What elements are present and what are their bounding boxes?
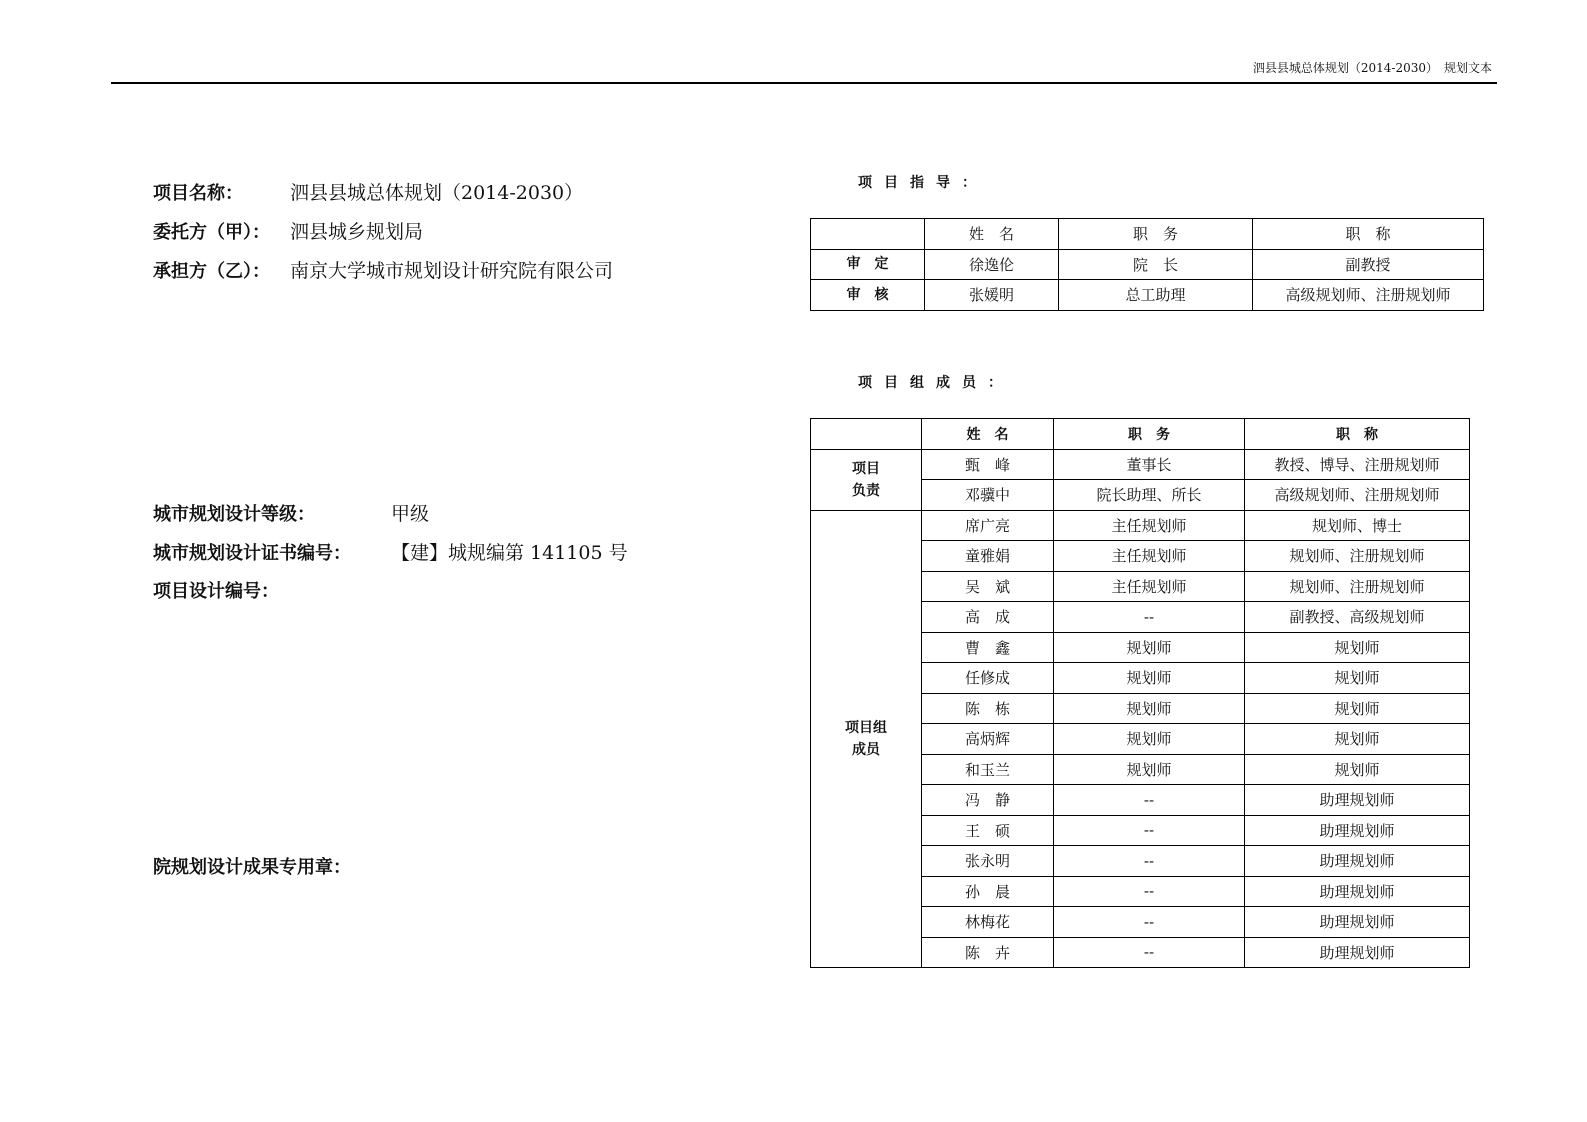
members-header-row [811,419,1470,450]
guidance-header-row [811,219,1484,250]
guidance-header-blank [811,219,925,250]
member-position: 主任规划师 [1054,510,1245,541]
member-row [811,449,1470,480]
guidance-title: 项目指导： [858,175,988,191]
guidance-row [811,280,1484,311]
members-header-blank [811,419,922,450]
member-title: 助理规划师 [1245,937,1470,968]
project-name-label: 项目名称： [153,183,243,204]
guidance-name: 徐逸伦 [925,249,1059,280]
member-name: 童雅娟 [922,541,1054,572]
members-title: 项目组成员： [858,375,1014,391]
guidance-position: 总工助理 [1059,280,1253,311]
guidance-name: 张媛明 [925,280,1059,311]
member-title: 助理规划师 [1245,876,1470,907]
guidance-header-position: 职 务 [1059,219,1253,250]
member-name: 吴 斌 [922,571,1054,602]
member-group-label [811,449,922,510]
guidance-row [811,249,1484,280]
guidance-header-title: 职 称 [1253,219,1484,250]
member-position: 院长助理、所长 [1054,480,1245,511]
client-row [153,217,423,244]
member-title: 规划师 [1245,663,1470,694]
member-row [811,510,1470,541]
member-name: 张永明 [922,846,1054,877]
member-name: 冯 静 [922,785,1054,816]
member-name: 林梅花 [922,907,1054,938]
guidance-table [810,218,1484,311]
guidance-title-cell: 高级规划师、注册规划师 [1253,280,1484,311]
running-header: 泗县县城总体规划（2014-2030） 规划文本 [1252,61,1492,75]
member-title: 助理规划师 [1245,785,1470,816]
member-group-label-line: 项目 [852,460,880,477]
member-title: 副教授、高级规划师 [1245,602,1470,633]
member-name: 高 成 [922,602,1054,633]
cert-value: 【建】城规编第 141105 号 [391,542,628,564]
member-position: -- [1054,937,1245,968]
member-name: 席广亮 [922,510,1054,541]
member-name: 陈 卉 [922,937,1054,968]
member-position: 主任规划师 [1054,571,1245,602]
member-position: -- [1054,907,1245,938]
client-value: 泗县城乡规划局 [290,221,424,243]
member-group-label [811,510,922,968]
member-name: 任修成 [922,663,1054,694]
member-title: 高级规划师、注册规划师 [1245,480,1470,511]
member-position: -- [1054,876,1245,907]
member-position: -- [1054,785,1245,816]
member-name: 高炳辉 [922,724,1054,755]
contractor-row [153,256,613,283]
member-title: 规划师、博士 [1245,510,1470,541]
member-group-label-line: 负责 [852,482,880,499]
design-no-label: 项目设计编号： [153,581,279,602]
member-position: 规划师 [1054,754,1245,785]
members-header-title: 职 称 [1245,419,1470,450]
member-title: 助理规划师 [1245,815,1470,846]
member-title: 规划师、注册规划师 [1245,541,1470,572]
guidance-role: 审 定 [811,249,925,280]
member-position: -- [1054,815,1245,846]
member-name: 曹 鑫 [922,632,1054,663]
member-title: 规划师 [1245,693,1470,724]
member-name: 甄 峰 [922,449,1054,480]
member-title: 规划师 [1245,724,1470,755]
member-position: 规划师 [1054,693,1245,724]
guidance-position: 院 长 [1059,249,1253,280]
members-header-position: 职 务 [1054,419,1245,450]
member-title: 规划师、注册规划师 [1245,571,1470,602]
project-name-row [153,178,583,205]
guidance-role: 审 核 [811,280,925,311]
grade-value: 甲级 [391,503,430,525]
member-position: -- [1054,846,1245,877]
member-title: 教授、博导、注册规划师 [1245,449,1470,480]
member-position: 规划师 [1054,663,1245,694]
grade-row [153,499,429,526]
member-group-label-line: 成员 [852,741,880,758]
member-group-label-line: 项目组 [845,719,887,736]
member-title: 规划师 [1245,754,1470,785]
member-name: 邓骥中 [922,480,1054,511]
member-name: 王 硕 [922,815,1054,846]
members-header-name: 姓 名 [922,419,1054,450]
seal-row [153,853,351,879]
project-name-value: 泗县县城总体规划（2014-2030） [290,182,584,204]
guidance-header-name: 姓 名 [925,219,1059,250]
grade-label: 城市规划设计等级： [153,504,315,525]
member-position: -- [1054,602,1245,633]
seal-label: 院规划设计成果专用章： [153,857,351,878]
members-table [810,418,1470,968]
design-no-row [153,577,279,603]
member-name: 孙 晨 [922,876,1054,907]
member-name: 陈 栋 [922,693,1054,724]
cert-label: 城市规划设计证书编号： [153,543,351,564]
member-position: 主任规划师 [1054,541,1245,572]
member-position: 规划师 [1054,632,1245,663]
cert-row [153,538,628,565]
member-name: 和玉兰 [922,754,1054,785]
member-title: 规划师 [1245,632,1470,663]
contractor-value: 南京大学城市规划设计研究院有限公司 [290,260,614,282]
header-rule [111,82,1497,84]
member-title: 助理规划师 [1245,846,1470,877]
client-label: 委托方（甲）： [153,222,270,243]
guidance-title-cell: 副教授 [1253,249,1484,280]
member-position: 董事长 [1054,449,1245,480]
contractor-label: 承担方（乙）： [153,261,270,282]
member-position: 规划师 [1054,724,1245,755]
member-title: 助理规划师 [1245,907,1470,938]
